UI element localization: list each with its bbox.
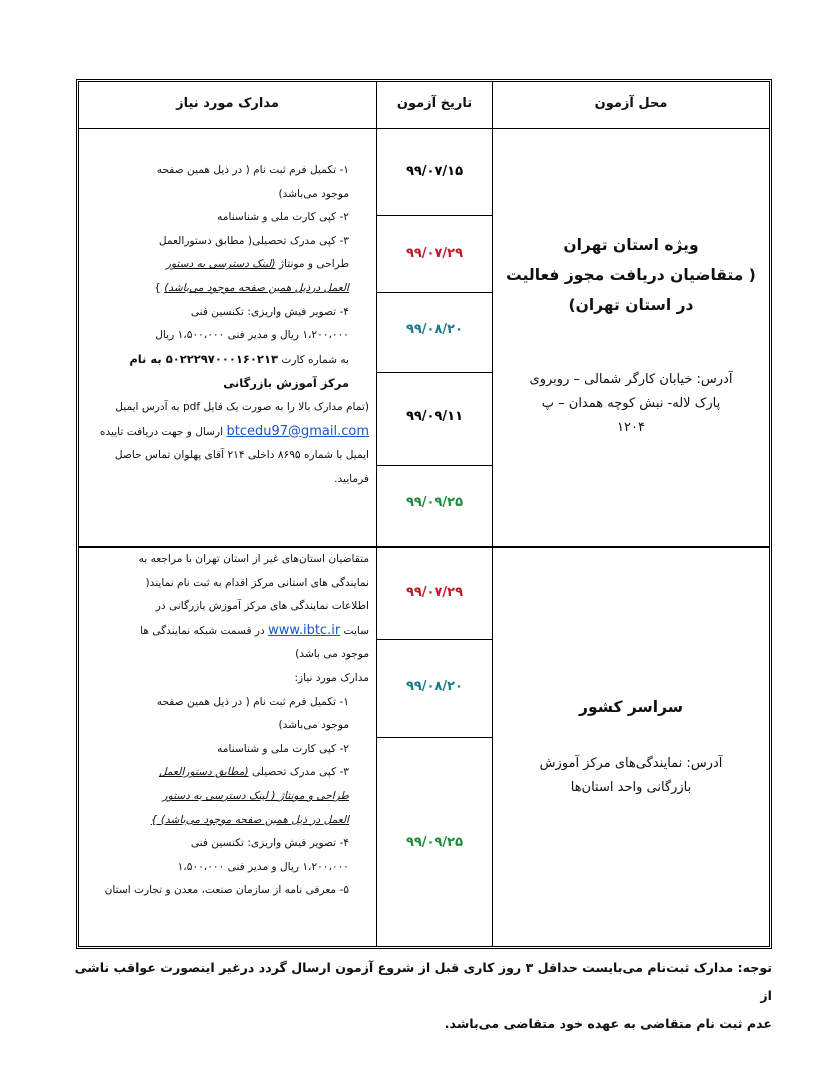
doc-line: [87, 619, 369, 644]
required-docs-tehran: [87, 159, 369, 491]
header-date: تاریخ آزمون: [396, 96, 473, 111]
doc-line: ۱،۲۰۰،۰۰۰ ریال و مدیر فنی ۱،۵۰۰،۰۰۰ ریال: [155, 329, 349, 342]
doc-line: ۲- کپی کارت ملی و شناسنامه: [217, 211, 349, 224]
doc-line: [87, 277, 369, 301]
date-row-divider: [376, 215, 492, 216]
exam-date: ۹۹/۰۷/۲۹: [405, 246, 464, 261]
doc-line: ۱- تکمیل فرم ثبت نام ( در ذیل همین صفحه: [156, 164, 349, 176]
footnote-line: توجه: مدارک ثبت‌نام می‌بایست حداقل ۳ روز کاری قبل از شروع آزمون ارسال گردد درغیر اینصورت عواقب ناشی از: [74, 960, 772, 1003]
column-divider: [492, 82, 493, 946]
header-divider: [79, 128, 769, 129]
doc-line: ۳- کپی مدرک تحصیلی( مطابق دستورالعمل: [158, 234, 349, 247]
doc-line: ایمیل با شماره ۸۶۹۵ داخلی ۲۱۴ آقای پهلوان تماس حاصل: [114, 449, 369, 462]
column-divider: [376, 82, 377, 946]
doc-line: موجود می‌باشد): [278, 187, 349, 200]
doc-link-text[interactable]: طراحی و مونتاژ ( لینک دسترسی به دستور: [162, 789, 349, 802]
exam-date: ۹۹/۰۹/۲۵: [405, 835, 464, 850]
card-number: ۵۰۲۲۲۹۷۰۰۰۱۶۰۲۱۳ به نام: [129, 351, 278, 366]
date-row-divider: [376, 639, 492, 640]
doc-line: ۴- تصویر فیش واریزی: تکنسین فنی: [190, 305, 349, 318]
doc-text: به شماره کارت: [278, 353, 349, 366]
date-row-divider: [376, 465, 492, 466]
exam-schedule-table: [76, 79, 772, 949]
exam-date: ۹۹/۰۷/۲۹: [405, 585, 464, 600]
doc-line: مدارک مورد نیاز:: [294, 671, 369, 684]
address-line: پارک لاله- نبش کوچه همدان – پ: [541, 396, 721, 411]
location-title-nationwide: سراسر کشور: [579, 698, 683, 716]
doc-line: [87, 420, 369, 445]
exam-date: ۹۹/۰۸/۲۰: [405, 679, 464, 694]
doc-line: متقاضیان استان‌های غیر از استان تهران با مراجعه به: [138, 553, 369, 565]
doc-line: اطلاعات نمایندگی های مرکز آموزش بازرگانی در: [155, 600, 369, 613]
doc-line: [87, 761, 369, 785]
doc-line: نمایندگی های استانی مرکز اقدام به ثبت نام نمایند(: [145, 576, 369, 589]
doc-link-text[interactable]: (لینک دسترسی به دستور: [165, 258, 276, 271]
doc-line: (تمام مدارک بالا را به صورت یک فایل pdf به آدرس ایمیل: [115, 400, 369, 413]
doc-link-text[interactable]: العمل در ذیل همین صفحه موجود می‌باشد) }: [150, 813, 349, 826]
doc-text: در قسمت شبکه نمایندگی ها: [140, 624, 269, 637]
doc-line: ۱،۲۰۰،۰۰۰ ریال و مدیر فنی ۱،۵۰۰،۰۰۰: [177, 860, 349, 873]
address-line: بازرگانی واحد استان‌ها: [570, 780, 692, 795]
header-location: محل آزمون: [594, 96, 668, 111]
doc-line: ۵- معرفی نامه از سازمان صنعت، معدن و تجارت استان: [104, 884, 349, 897]
date-row-divider: [376, 372, 492, 373]
doc-text: ارسال و جهت دریافت تاییده: [99, 425, 227, 438]
doc-line: فرمایید.: [334, 472, 369, 485]
doc-link-text[interactable]: (مطابق دستورالعمل: [158, 766, 249, 779]
exam-date: ۹۹/۰۹/۱۱: [405, 409, 464, 424]
doc-text: }: [154, 281, 165, 294]
address-line: ۱۲۰۴: [617, 420, 645, 435]
header-docs: مدارک مورد نیاز: [176, 96, 279, 111]
location-title-line: در استان تهران): [568, 296, 694, 314]
doc-line: مرکز آموزش بازرگانی: [223, 376, 349, 391]
doc-line: موجود می‌باشد): [278, 719, 349, 732]
doc-text: سایت: [340, 624, 369, 637]
footnote: [62, 954, 772, 1038]
location-title-line: ( متقاضیان دریافت مجوز فعالیت: [506, 266, 756, 284]
exam-date: ۹۹/۰۷/۱۵: [405, 164, 464, 179]
doc-line: [87, 253, 369, 277]
location-address-tehran: [495, 368, 767, 440]
doc-line: ۴- تصویر فیش واریزی: تکنسین فنی: [190, 837, 349, 850]
location-title-tehran: [495, 230, 767, 320]
doc-link-text[interactable]: العمل درذیل همین صفحه موجود می‌باشد): [164, 281, 349, 294]
address-line: آدرس: خیابان کارگر شمالی – روبروی: [529, 372, 733, 387]
date-row-divider: [376, 737, 492, 738]
doc-line: [87, 348, 369, 373]
address-line: آدرس: نمایندگی‌های مرکز آموزش: [539, 756, 723, 771]
date-row-divider: [376, 292, 492, 293]
website-link[interactable]: www.ibtc.ir: [268, 622, 341, 638]
doc-line: ۱- تکمیل فرم ثبت نام ( در ذیل همین صفحه: [156, 695, 349, 708]
location-address-nationwide: [495, 752, 767, 800]
doc-line: موجود می باشد): [295, 648, 369, 661]
doc-text: طراحی و مونتاژ: [275, 258, 349, 271]
location-title-line: ویژه استان تهران: [563, 236, 699, 254]
exam-date: ۹۹/۰۹/۲۵: [405, 495, 464, 510]
exam-date: ۹۹/۰۸/۲۰: [405, 322, 464, 337]
email-link[interactable]: btcedu97@gmail.com: [226, 423, 369, 439]
doc-line: ۲- کپی کارت ملی و شناسنامه: [217, 742, 349, 755]
doc-text: ۳- کپی مدرک تحصیلی: [248, 766, 349, 779]
required-docs-nationwide: [87, 548, 369, 903]
footnote-line: عدم ثبت نام متقاضی به عهده خود متقاضی می‌باشد.: [444, 1016, 772, 1031]
